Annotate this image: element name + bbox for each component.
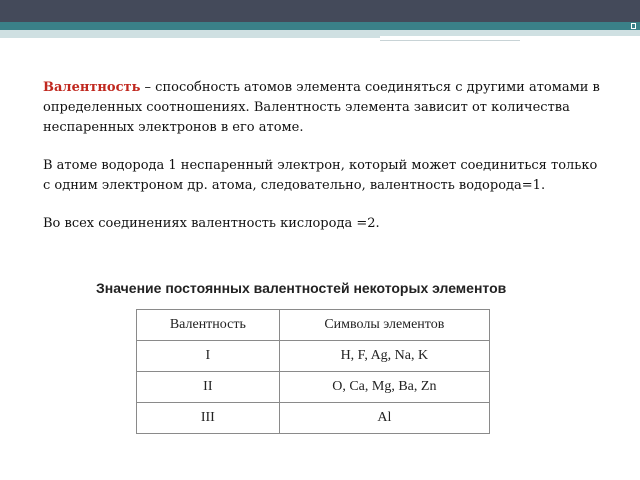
- slide-decor-line-gray: [380, 40, 520, 41]
- slide-body: [43, 78, 603, 252]
- corner-marker-icon: [631, 23, 636, 29]
- definition-paragraph: [43, 78, 603, 138]
- valence-cell: II: [137, 372, 280, 403]
- header-valence: Валентность: [137, 310, 280, 341]
- valence-table: [136, 309, 490, 434]
- table-title: Значение постоянных валентностей некоторых элементов: [96, 280, 507, 296]
- slide-top-bar: [0, 0, 640, 22]
- table-row: [137, 372, 490, 403]
- table-row: [137, 403, 490, 434]
- slide-accent-stripe: [0, 22, 640, 30]
- table-header-row: [137, 310, 490, 341]
- symbols-cell: O, Ca, Mg, Ba, Zn: [279, 372, 489, 403]
- oxygen-paragraph: Во всех соединениях валентность кислорода =2.: [43, 216, 380, 231]
- definition-text: – способность атомов элемента соединяться с другими атомами в определенных соотношениях. Валентность элемента зависит от количества неспаренных электронов в его атоме.: [43, 80, 600, 135]
- slide-decor-line: [380, 36, 640, 38]
- header-symbols: Символы элементов: [279, 310, 489, 341]
- table-row: [137, 341, 490, 372]
- valence-cell: III: [137, 403, 280, 434]
- valence-term: Валентность: [43, 80, 141, 95]
- valence-cell: I: [137, 341, 280, 372]
- hydrogen-paragraph: В атоме водорода 1 неспаренный электрон, который может соединиться только с одним электроном др. атома, следовательно, валентность водорода=1.: [43, 158, 598, 193]
- symbols-cell: Al: [279, 403, 489, 434]
- symbols-cell: H, F, Ag, Na, K: [279, 341, 489, 372]
